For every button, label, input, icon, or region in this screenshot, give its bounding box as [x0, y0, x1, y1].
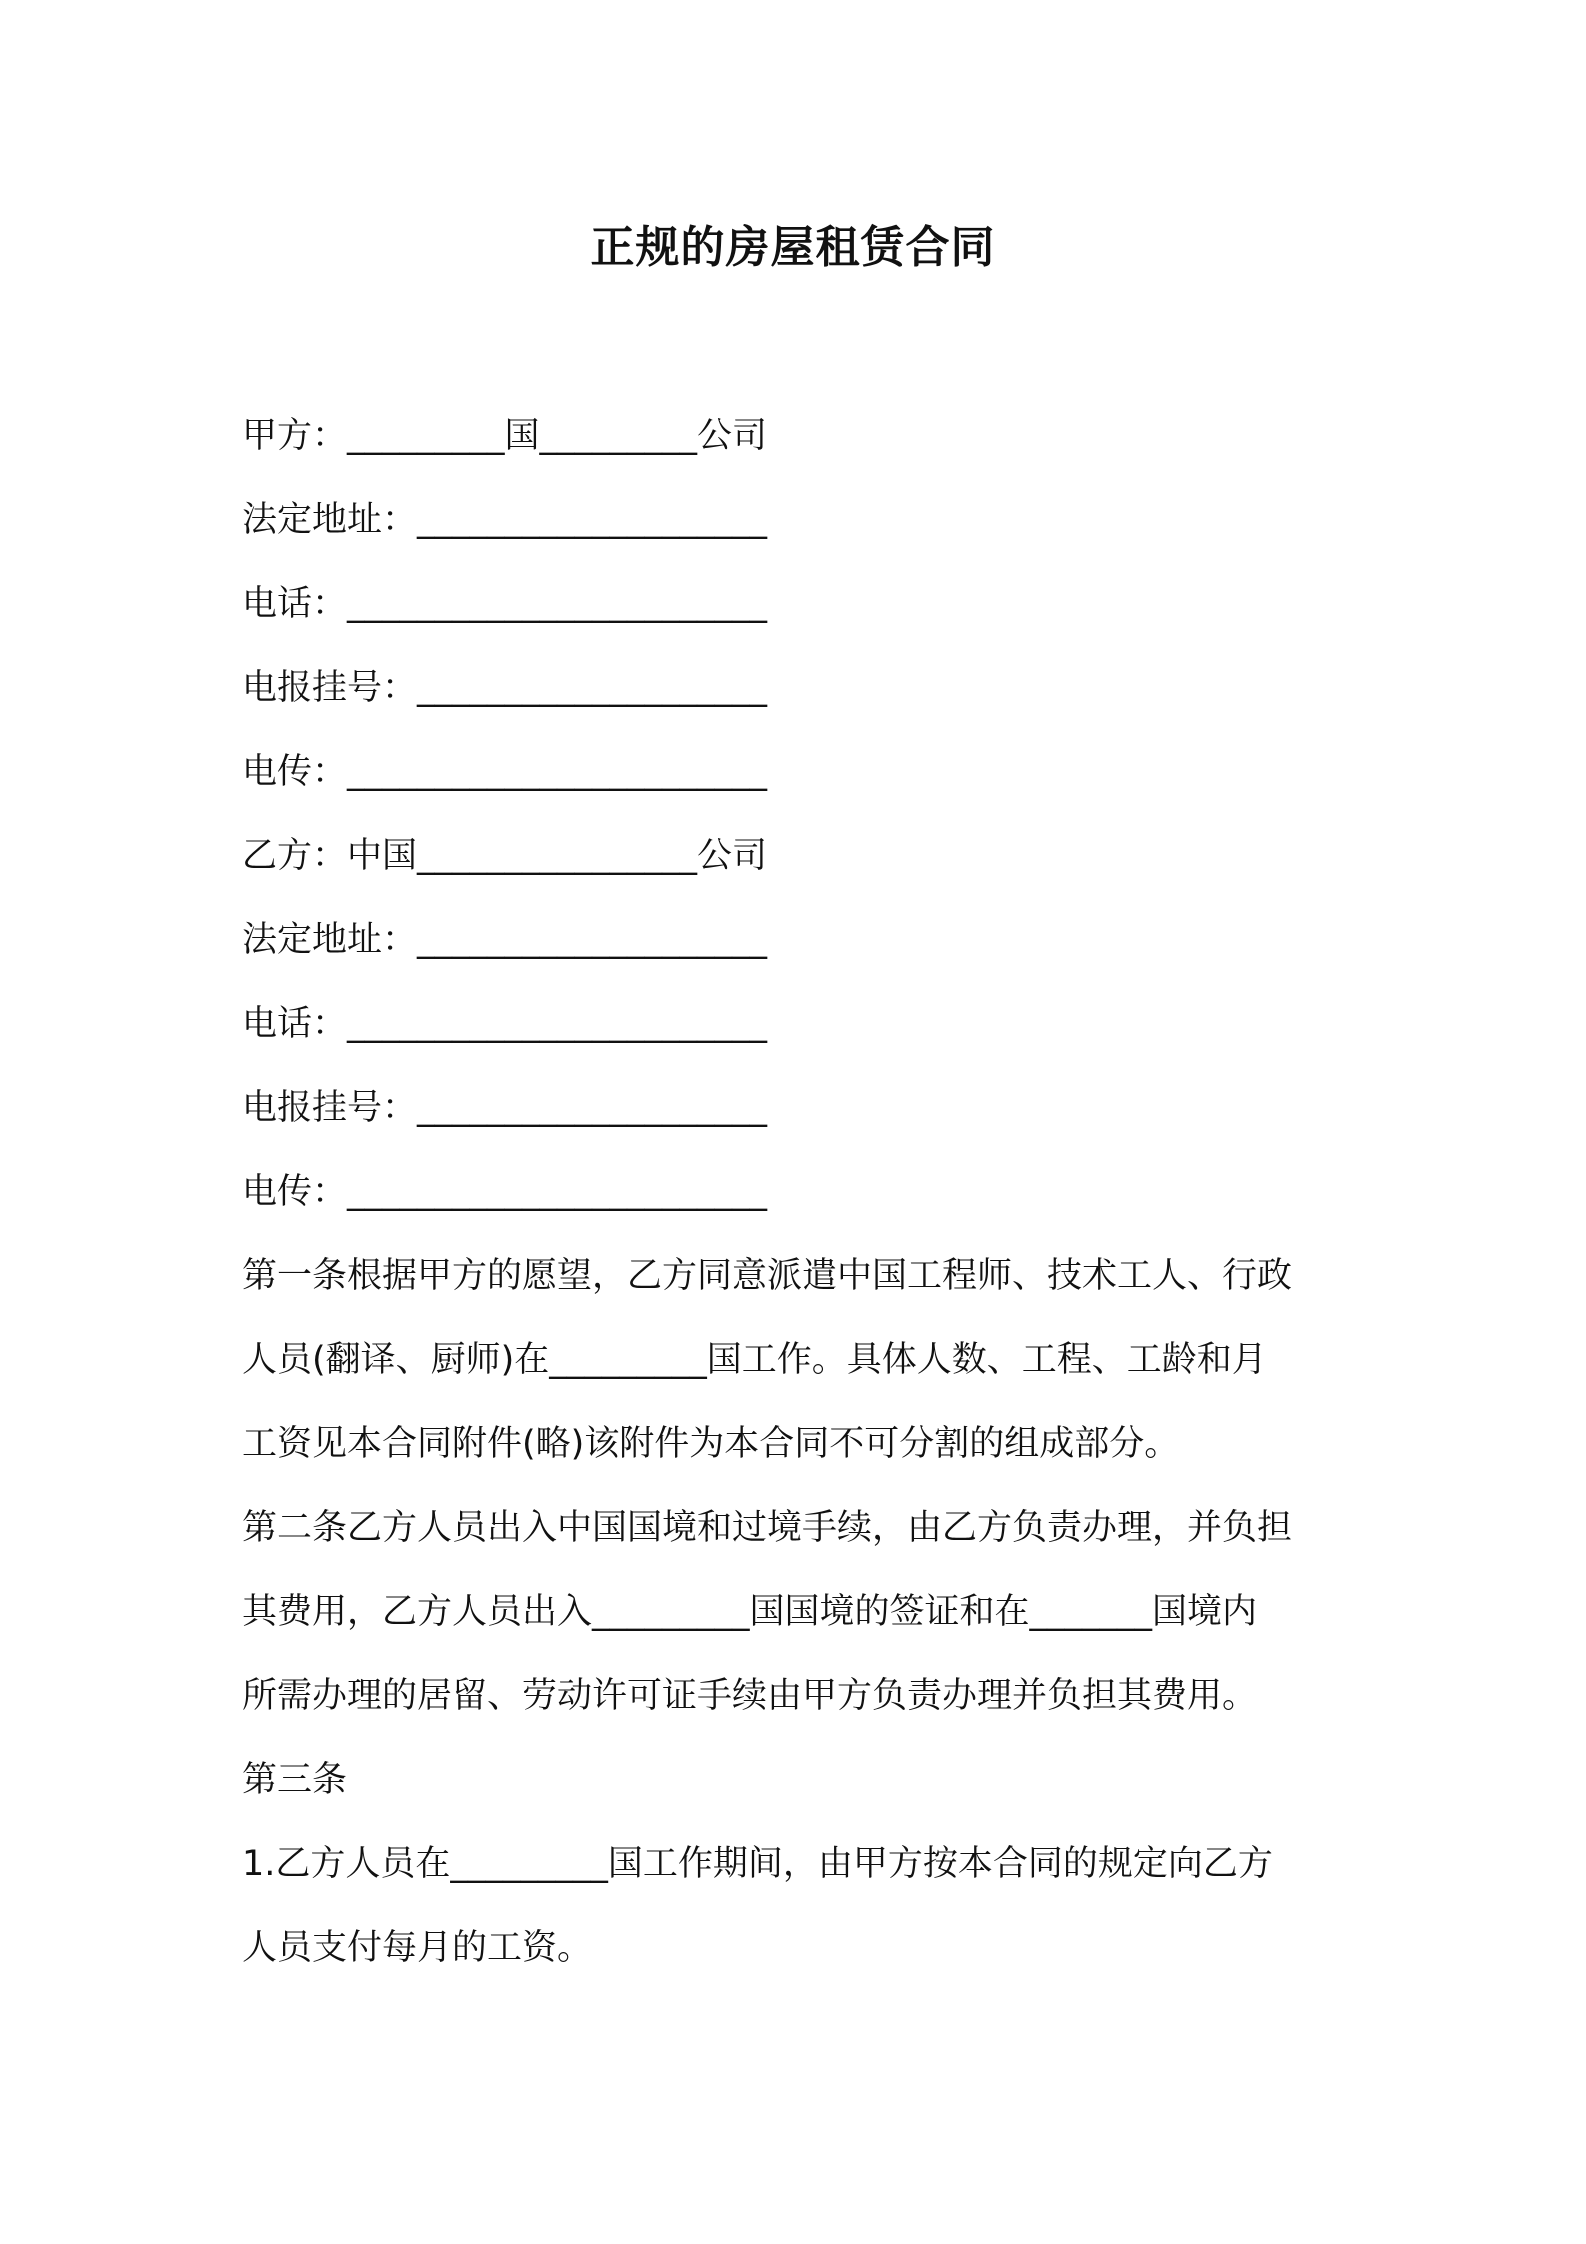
article-3-item-1-line-2: 人员支付每月的工资。 — [242, 1928, 593, 1968]
party-b-phone-line: 电话：________________________ — [242, 1004, 768, 1044]
party-a-phone-line: 电话：________________________ — [242, 584, 768, 624]
party-b-address-line: 法定地址：____________________ — [242, 920, 768, 960]
article-2-line-2: 其费用，乙方人员出入_________国国境的签证和在_______国境内 — [242, 1592, 1258, 1632]
party-a-telex-line: 电传：________________________ — [242, 752, 768, 792]
article-1-line-1: 第一条根据甲方的愿望，乙方同意派遣中国工程师、技术工人、行政 — [242, 1256, 1293, 1296]
article-2-line-3: 所需办理的居留、劳动许可证手续由甲方负责办理并负担其费用。 — [242, 1676, 1258, 1716]
article-3-item-1-line-1: 1.乙方人员在_________国工作期间，由甲方按本合同的规定向乙方 — [242, 1844, 1273, 1884]
article-3-heading: 第三条 — [242, 1760, 348, 1800]
party-a-name-line: 甲方：_________国_________公司 — [242, 416, 768, 456]
article-1-line-3: 工资见本合同附件(略)该附件为本合同不可分割的组成部分。 — [242, 1424, 1180, 1464]
document-title: 正规的房屋租赁合同 — [590, 222, 996, 273]
party-a-address-line: 法定地址：____________________ — [242, 500, 768, 540]
party-a-telegraph-line: 电报挂号：____________________ — [242, 668, 768, 708]
article-1-line-2: 人员(翻译、厨师)在_________国工作。具体人数、工程、工龄和月 — [242, 1340, 1267, 1380]
article-2-line-1: 第二条乙方人员出入中国国境和过境手续，由乙方负责办理，并负担 — [242, 1508, 1293, 1548]
party-b-telegraph-line: 电报挂号：____________________ — [242, 1088, 768, 1128]
party-b-name-line: 乙方：中国________________公司 — [242, 836, 768, 876]
party-b-telex-line: 电传：________________________ — [242, 1172, 768, 1212]
